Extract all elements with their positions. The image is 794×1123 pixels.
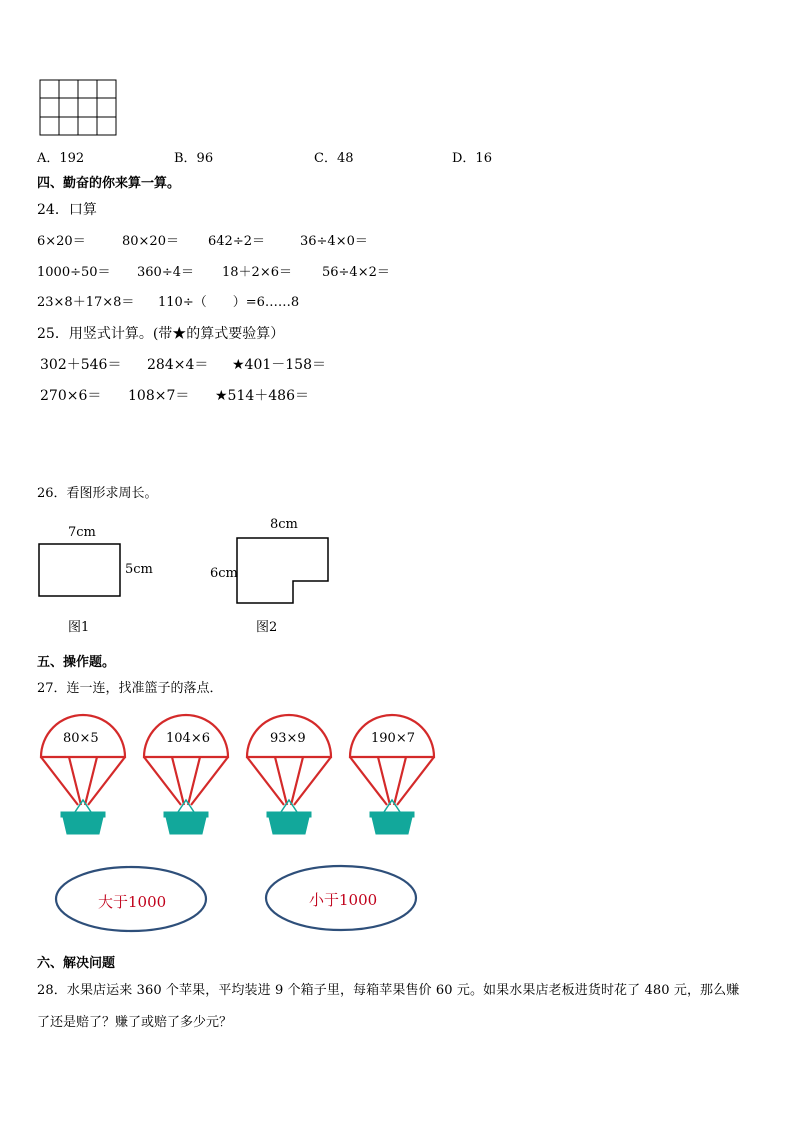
q24-item: 642÷2＝ <box>208 234 265 249</box>
q25-item: ★514＋486＝ <box>215 388 309 404</box>
q24-item: 6×20＝ <box>37 234 86 249</box>
target-label-less: 小于1000 <box>309 891 378 909</box>
q24-item: 110÷（ ）=6……8 <box>158 295 300 310</box>
option-d: D．16 <box>452 151 492 166</box>
parachute-4 <box>350 715 434 805</box>
q24-item: 23×8＋17×8＝ <box>37 295 135 310</box>
fig1-side-length: 5cm <box>125 562 153 577</box>
q25-item: 284×4＝ <box>147 357 209 373</box>
q24-item: 36÷4×0＝ <box>300 234 368 249</box>
option-a: A．192 <box>37 151 85 166</box>
target-label-greater: 大于1000 <box>98 893 167 911</box>
section-6-title: 六、解决问题 <box>37 956 116 971</box>
q24-item: 360÷4＝ <box>137 265 194 280</box>
fig1-top-length: 7cm <box>68 525 96 540</box>
parachute-2 <box>144 715 228 805</box>
parachute-expression: 104×6 <box>166 731 210 746</box>
q24-item: 80×20＝ <box>122 234 179 249</box>
parachute-expression: 93×9 <box>270 731 306 746</box>
q25-item: 108×7＝ <box>128 388 190 404</box>
option-b: B．96 <box>174 151 214 166</box>
fig2-side-length: 6cm <box>210 566 238 581</box>
q25-item: ★401－158＝ <box>232 357 326 373</box>
q24-label: 24．口算 <box>37 202 97 218</box>
q25-label: 25．用竖式计算。(带★的算式要验算） <box>37 326 285 342</box>
parachute-1 <box>41 715 125 805</box>
q24-item: 1000÷50＝ <box>37 265 111 280</box>
basket-2 <box>164 800 208 834</box>
section-4-title: 四、勤奋的你来算一算。 <box>37 176 181 191</box>
q28-line-2: 了还是赔了？赚了或赔了多少元？ <box>37 1015 233 1030</box>
parachute-expression: 80×5 <box>63 731 99 746</box>
q27-label: 27．连一连，找准篮子的落点． <box>37 681 223 696</box>
option-c: C．48 <box>314 151 354 166</box>
parachute-expression: 190×7 <box>371 731 415 746</box>
q25-item: 270×6＝ <box>40 388 102 404</box>
basket-3 <box>267 800 311 834</box>
q28-line-1: 28．水果店运来 360 个苹果，平均装进 9 个箱子里，每箱苹果售价 60 元。如果水果店老板进货时花了 480 元，那么赚 <box>37 983 740 998</box>
basket-1 <box>61 800 105 834</box>
q24-item: 56÷4×2＝ <box>322 265 390 280</box>
parachute-3 <box>247 715 331 805</box>
basket-4 <box>370 800 414 834</box>
q24-item: 18＋2×6＝ <box>222 265 292 280</box>
fig2-top-length: 8cm <box>270 517 298 532</box>
q25-item: 302＋546＝ <box>40 357 122 373</box>
fig2-caption: 图2 <box>256 620 278 635</box>
fig1-caption: 图1 <box>68 620 90 635</box>
section-5-title: 五、操作题。 <box>37 655 116 670</box>
q26-label: 26．看图形求周长。 <box>37 486 158 501</box>
